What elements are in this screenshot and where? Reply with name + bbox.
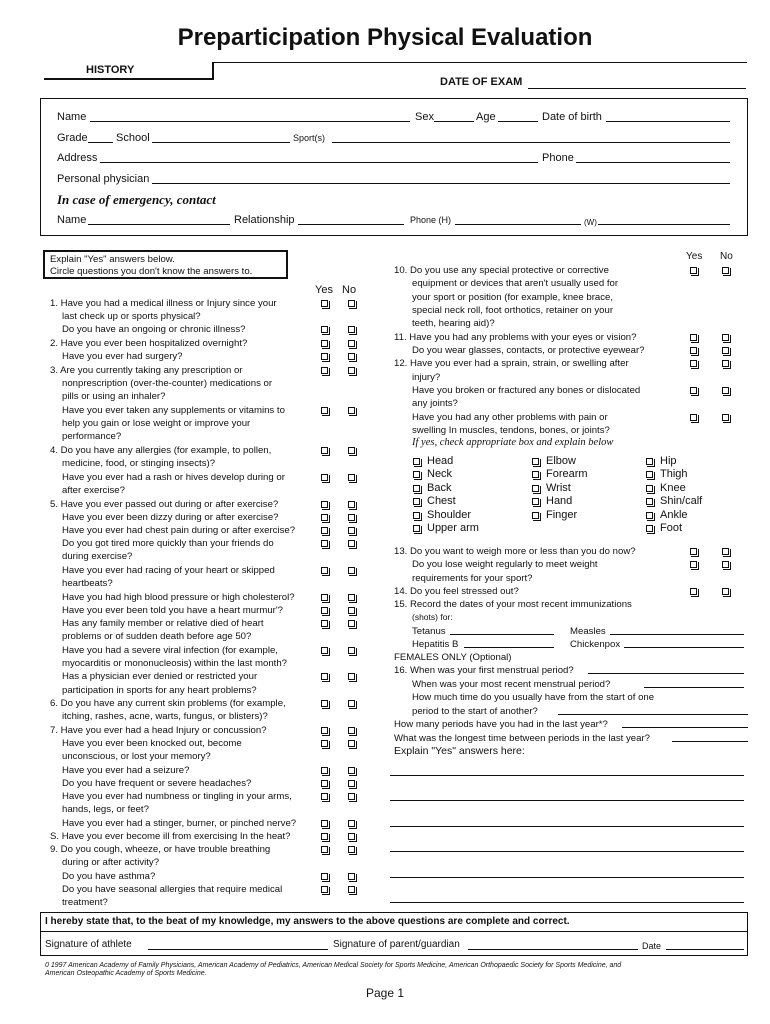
no-checkbox[interactable] — [348, 567, 355, 574]
no-checkbox[interactable] — [348, 447, 355, 454]
question-line: pills or using an inhaler? — [62, 391, 166, 402]
dob-field[interactable] — [606, 121, 730, 122]
question-line: Have you broken or fractured any bones or dislocated — [412, 385, 641, 396]
question-line: medicine, food, or stinging insects)? — [62, 458, 216, 469]
question-16d: period to the start of another? — [412, 706, 538, 717]
grade-field[interactable] — [88, 142, 113, 143]
address-field[interactable] — [100, 162, 538, 163]
date-of-exam-field[interactable] — [528, 88, 746, 89]
age-label: Age — [476, 111, 496, 123]
question-line: 5. Have you ever passed out during or after exercise? — [50, 499, 279, 510]
shots-label: (shots) for: — [412, 612, 453, 622]
no-checkbox[interactable] — [348, 700, 355, 707]
yes-checkbox[interactable] — [321, 501, 328, 508]
no-checkbox[interactable] — [348, 846, 355, 853]
no-checkbox[interactable] — [348, 594, 355, 601]
body-part-checkbox[interactable] — [413, 471, 420, 478]
yes-checkbox[interactable] — [321, 326, 328, 333]
phone-h-label: Phone (H) — [410, 215, 452, 225]
emergency-name-field[interactable] — [88, 224, 230, 225]
body-part-checkbox[interactable] — [413, 485, 420, 492]
no-checkbox[interactable] — [348, 647, 355, 654]
body-part-label: Wrist — [546, 481, 571, 494]
question-line: S. Have you ever become ill from exercising In the heat? — [50, 831, 291, 842]
question-line: any joints? — [412, 398, 458, 409]
no-checkbox[interactable] — [348, 326, 355, 333]
body-part-checkbox[interactable] — [646, 485, 653, 492]
school-field[interactable] — [152, 142, 290, 143]
body-part-label: Ankle — [660, 508, 688, 521]
question-line: Have you ever taken any supplements or vitamins to — [62, 405, 285, 416]
chickenpox-field[interactable] — [624, 647, 744, 648]
tetanus-label: Tetanus — [412, 626, 446, 637]
phone-label: Phone — [542, 152, 574, 164]
explain-line[interactable] — [390, 902, 744, 903]
emergency-heading: In case of emergency, contact — [57, 192, 216, 207]
yes-checkbox[interactable] — [321, 300, 328, 307]
chickenpox-label: Chickenpox — [570, 639, 621, 650]
relationship-label: Relationship — [234, 214, 295, 226]
yes-header-right: Yes — [686, 251, 703, 262]
explain-line[interactable] — [390, 775, 744, 776]
yes-checkbox[interactable] — [690, 588, 697, 595]
no-checkbox[interactable] — [348, 886, 355, 893]
q16-field[interactable] — [588, 673, 744, 674]
no-checkbox[interactable] — [348, 474, 355, 481]
body-part-label: Hand — [546, 495, 573, 508]
body-part-label: Hip — [660, 455, 677, 467]
physician-field[interactable] — [152, 183, 730, 184]
question-line: 11. Have you had any problems with your eyes or vision? — [394, 332, 637, 343]
measles-field[interactable] — [610, 634, 744, 635]
question-line: hands, legs, or feet? — [62, 804, 149, 815]
hepb-field[interactable] — [464, 647, 554, 648]
explain-heading: Explain "Yes" answers here: — [394, 745, 525, 757]
yes-checkbox[interactable] — [321, 673, 328, 680]
question-line: Have you ever had a rash or hives develop during or — [62, 472, 285, 483]
question-line: Has a physician ever denied or restricted your — [62, 671, 258, 682]
question-line: special neck roll, foot orthotics, retainer on your — [412, 305, 614, 316]
no-checkbox[interactable] — [348, 833, 355, 840]
no-checkbox[interactable] — [722, 387, 729, 394]
question-line: problems or of sudden death before age 50? — [62, 631, 252, 642]
no-checkbox[interactable] — [348, 820, 355, 827]
no-checkbox[interactable] — [348, 540, 355, 547]
body-part-checkbox[interactable] — [646, 498, 653, 505]
question-line: help you gain or lose weight or improve your — [62, 418, 251, 429]
question-line: itching, rashes, acne, warts, fungus, or blisters)? — [62, 711, 268, 722]
question-line: 14. Do you feel stressed out? — [394, 586, 519, 597]
no-checkbox[interactable] — [722, 267, 729, 274]
tetanus-field[interactable] — [450, 634, 554, 635]
phone-w-field[interactable] — [598, 224, 730, 225]
question-line: Have you ever had numbness or tingling in your arms, — [62, 791, 292, 802]
instructions-line2: Circle questions you don't know the answers to. — [50, 266, 253, 277]
emergency-name-label: Name — [57, 214, 87, 226]
q16f-field[interactable] — [672, 741, 748, 742]
females-heading: FEMALES ONLY (Optional) — [394, 652, 512, 663]
question-line: 3. Are you currently taking any prescription or — [50, 365, 243, 376]
question-line: Have you ever been told you have a heart murmur'? — [62, 605, 284, 616]
yes-checkbox[interactable] — [321, 647, 328, 654]
question-line: Have you had high blood pressure or high cholesterol? — [62, 592, 295, 603]
no-header-right: No — [720, 251, 733, 262]
hepb-label: Hepatitis B — [412, 639, 459, 650]
yes-checkbox[interactable] — [321, 846, 328, 853]
explain-line[interactable] — [390, 826, 744, 827]
body-part-checkbox[interactable] — [646, 512, 653, 519]
question-16e: How many periods have you had in the last year*? — [394, 719, 608, 730]
question-line: Do you lose weight regularly to meet weight — [412, 559, 598, 570]
question-line: Do you got tired more quickly than your friends do — [62, 538, 274, 549]
address-label: Address — [57, 152, 98, 164]
no-checkbox[interactable] — [348, 780, 355, 787]
yes-checkbox[interactable] — [321, 873, 328, 880]
body-part-checkbox[interactable] — [413, 498, 420, 505]
page-title: Preparticipation Physical Evaluation — [177, 24, 593, 51]
question-line: 1. Have you had a medical illness or Injury since your — [50, 298, 277, 309]
history-heading: HISTORY — [86, 64, 135, 76]
name-label: Name — [57, 111, 87, 123]
yes-checkbox[interactable] — [321, 780, 328, 787]
no-checkbox[interactable] — [348, 673, 355, 680]
question-line: 9. Do you cough, wheeze, or have trouble breathing — [50, 844, 271, 855]
body-part-label: Shin/calf — [660, 495, 703, 508]
question-line: after exercise? — [62, 485, 125, 496]
yes-checkbox[interactable] — [321, 527, 328, 534]
body-part-label: Thigh — [660, 468, 688, 481]
body-part-label: Foot — [660, 522, 683, 534]
question-line: injury? — [412, 372, 441, 383]
q16e-field[interactable] — [622, 727, 748, 728]
question-line: Have you ever had chest pain during or after exercise? — [62, 525, 296, 536]
body-part-label: Neck — [427, 468, 453, 481]
dob-label: Date of birth — [542, 111, 602, 123]
copyright-line2: American Osteopathic Academy of Sports Medicine. — [45, 970, 207, 977]
question-line: Have you ever been dizzy during or after exercise? — [62, 512, 279, 523]
question-line: Do you have seasonal allergies that require medical — [62, 884, 283, 895]
sex-field[interactable] — [434, 121, 474, 122]
yes-checkbox[interactable] — [321, 700, 328, 707]
no-checkbox[interactable] — [722, 360, 729, 367]
yes-checkbox[interactable] — [690, 347, 697, 354]
question-line: Have you ever had surgery? — [62, 351, 183, 362]
question-line: Has any family member or relative died of heart — [62, 618, 264, 629]
body-part-label: Chest — [427, 495, 456, 508]
body-part-checkbox[interactable] — [532, 512, 539, 519]
yes-checkbox[interactable] — [321, 474, 328, 481]
question-line: Have you ever had racing of your heart or skipped — [62, 565, 275, 576]
question-line: Have you had any other problems with pain or — [412, 412, 608, 423]
question-line: 10. Do you use any special protective or corrective — [394, 265, 609, 276]
no-checkbox[interactable] — [348, 767, 355, 774]
body-part-checkbox[interactable] — [646, 525, 653, 532]
yes-checkbox[interactable] — [690, 414, 697, 421]
body-part-checkbox[interactable] — [532, 458, 539, 465]
body-part-label: Finger — [546, 508, 578, 521]
body-part-checkbox[interactable] — [532, 498, 539, 505]
q16d-field[interactable] — [558, 714, 748, 715]
no-checkbox[interactable] — [348, 407, 355, 414]
question-16c: How much time do you usually have from the start of one — [412, 692, 655, 703]
date-of-exam-label: DATE OF EXAM — [440, 76, 523, 88]
no-checkbox[interactable] — [348, 740, 355, 747]
date-label: Date — [642, 941, 662, 951]
question-line: Have you ever had a stinger, burner, or pinched nerve? — [62, 818, 297, 829]
yes-checkbox[interactable] — [321, 886, 328, 893]
no-checkbox[interactable] — [722, 347, 729, 354]
body-part-label: Back — [427, 481, 452, 494]
question-line: swelling In muscles, tendons, bones, or joints? — [412, 425, 610, 436]
no-checkbox[interactable] — [348, 793, 355, 800]
question-line: myocarditis or mononucleosis) within the last month? — [62, 658, 288, 669]
copyright-line1: 0 1997 American Academy of Family Physicians, American Academy of Pediatrics, American Medical Society for Sports Medicine, American Orthopaedic Society for Sports Medicine, and — [45, 962, 622, 969]
question-line: Do you have asthma? — [62, 871, 156, 882]
yes-checkbox[interactable] — [690, 267, 697, 274]
no-checkbox[interactable] — [348, 501, 355, 508]
relationship-field[interactable] — [298, 224, 404, 225]
name-field[interactable] — [90, 121, 410, 122]
yes-checkbox[interactable] — [321, 367, 328, 374]
no-header-left: No — [342, 284, 357, 296]
yes-checkbox[interactable] — [321, 793, 328, 800]
sig-athlete-field[interactable] — [148, 949, 328, 950]
body-part-label: Shoulder — [427, 508, 472, 521]
question-line: Have you had a severe viral infection (for example, — [62, 645, 278, 656]
yes-checkbox[interactable] — [321, 407, 328, 414]
q16b-field[interactable] — [644, 687, 744, 688]
yes-checkbox[interactable] — [321, 607, 328, 614]
question-line: Do you wear glasses, contacts, or protective eyewear? — [412, 345, 645, 356]
body-part-checkbox[interactable] — [413, 458, 420, 465]
explain-line[interactable] — [390, 800, 744, 801]
question-line: 13. Do you want to weigh more or less than you do now? — [394, 546, 636, 557]
yes-checkbox[interactable] — [690, 360, 697, 367]
no-checkbox[interactable] — [348, 873, 355, 880]
physician-label: Personal physician — [57, 173, 150, 185]
question-16: 16. When was your first menstrual period? — [394, 665, 574, 676]
question-line: performance? — [62, 431, 122, 442]
explain-line[interactable] — [390, 877, 744, 878]
yes-checkbox[interactable] — [321, 447, 328, 454]
no-checkbox[interactable] — [348, 367, 355, 374]
phone-field[interactable] — [576, 162, 730, 163]
sig-parent-field[interactable] — [468, 949, 638, 950]
question-16b: When was your most recent menstrual period? — [412, 679, 611, 690]
body-part-checkbox[interactable] — [646, 471, 653, 478]
yes-checkbox[interactable] — [690, 561, 697, 568]
page-number: Page 1 — [366, 986, 405, 1000]
statement: I hereby state that, to the beat of my knowledge, my answers to the above questions are complete and correct. — [45, 916, 570, 927]
yes-checkbox[interactable] — [321, 820, 328, 827]
no-checkbox[interactable] — [348, 607, 355, 614]
yes-checkbox[interactable] — [690, 548, 697, 555]
yes-checkbox[interactable] — [321, 567, 328, 574]
question-line: Have you ever been knocked out, become — [62, 738, 242, 749]
question-line: 7. Have you ever had a head Injury or concussion? — [50, 725, 267, 736]
body-part-checkbox[interactable] — [532, 471, 539, 478]
no-checkbox[interactable] — [348, 353, 355, 360]
sports-field[interactable] — [332, 142, 730, 143]
no-checkbox[interactable] — [722, 334, 729, 341]
sig-parent-label: Signature of parent/guardian — [333, 939, 460, 950]
question-line: heartbeats? — [62, 578, 113, 589]
no-checkbox[interactable] — [348, 300, 355, 307]
question-line: treatment? — [62, 897, 108, 908]
yes-checkbox[interactable] — [321, 833, 328, 840]
question-line: during exercise? — [62, 551, 133, 562]
age-field[interactable] — [498, 121, 538, 122]
question-line: 6. Do you have any current skin problems (for example, — [50, 698, 286, 709]
question-line: during or after activity? — [62, 857, 160, 868]
no-checkbox[interactable] — [348, 620, 355, 627]
measles-label: Measles — [570, 626, 606, 637]
yes-checkbox[interactable] — [321, 340, 328, 347]
question-line: 4. Do you have any allergies (for example, to pollen, — [50, 445, 272, 456]
yes-checkbox[interactable] — [321, 353, 328, 360]
yes-checkbox[interactable] — [321, 620, 328, 627]
no-checkbox[interactable] — [348, 340, 355, 347]
no-checkbox[interactable] — [722, 561, 729, 568]
body-part-checkbox[interactable] — [413, 512, 420, 519]
instructions-line1: Explain "Yes" answers below. — [50, 254, 175, 265]
personal-info-box — [40, 98, 748, 236]
no-checkbox[interactable] — [348, 514, 355, 521]
yes-checkbox[interactable] — [321, 594, 328, 601]
question-line: participation in sports for any heart problems? — [62, 685, 257, 696]
question-line: last check up or sports physical? — [62, 311, 201, 322]
sex-label: Sex — [415, 111, 434, 123]
question-line: equipment or devices that aren't usually used for — [412, 278, 619, 289]
explain-line[interactable] — [390, 851, 744, 852]
question-line: requirements for your sport? — [412, 573, 533, 584]
yes-checkbox[interactable] — [321, 540, 328, 547]
phone-w-label: (W) — [584, 218, 597, 227]
body-part-label: Elbow — [546, 455, 576, 467]
question-line: 15. Record the dates of your most recent immunizations — [394, 599, 632, 610]
question-line: your sport or position (for example, knee brace, — [412, 292, 614, 303]
question-line: teeth, hearing aid)? — [412, 318, 495, 329]
body-part-label: Forearm — [546, 468, 588, 481]
no-checkbox[interactable] — [722, 548, 729, 555]
question-line: nonprescription (over-the-counter) medications or — [62, 378, 273, 389]
body-part-checkbox[interactable] — [532, 485, 539, 492]
yes-checkbox[interactable] — [690, 387, 697, 394]
sig-athlete-label: Signature of athlete — [45, 939, 132, 950]
yes-checkbox[interactable] — [321, 514, 328, 521]
if-yes-instruction: If yes, check appropriate box and explain below — [412, 437, 614, 448]
body-part-label: Head — [427, 455, 454, 467]
question-line: Have you ever had a seizure? — [62, 765, 190, 776]
yes-header-left: Yes — [315, 284, 333, 296]
school-label: School — [116, 132, 150, 144]
question-line: unconscious, or lost your memory? — [62, 751, 211, 762]
question-line: 2. Have you ever been hospitalized overnight? — [50, 338, 248, 349]
no-checkbox[interactable] — [348, 727, 355, 734]
no-checkbox[interactable] — [722, 414, 729, 421]
body-part-checkbox[interactable] — [413, 525, 420, 532]
no-checkbox[interactable] — [348, 527, 355, 534]
yes-checkbox[interactable] — [690, 334, 697, 341]
grade-label: Grade — [57, 132, 88, 144]
question-line: Do you have an ongoing or chronic illness? — [62, 324, 246, 335]
yes-checkbox[interactable] — [321, 767, 328, 774]
body-part-label: Knee — [660, 481, 686, 494]
phone-h-field[interactable] — [455, 224, 581, 225]
yes-checkbox[interactable] — [321, 740, 328, 747]
question-line: Do you have frequent or severe headaches? — [62, 778, 252, 789]
sports-label: Sport(s) — [293, 133, 326, 143]
date-field[interactable] — [666, 949, 744, 950]
yes-checkbox[interactable] — [321, 727, 328, 734]
body-part-checkbox[interactable] — [646, 458, 653, 465]
question-line: 12. Have you ever had a sprain, strain, or swelling after — [394, 358, 629, 369]
no-checkbox[interactable] — [722, 588, 729, 595]
body-part-label: Upper arm — [427, 522, 479, 534]
question-16f: What was the longest time between periods in the last year? — [394, 733, 650, 744]
